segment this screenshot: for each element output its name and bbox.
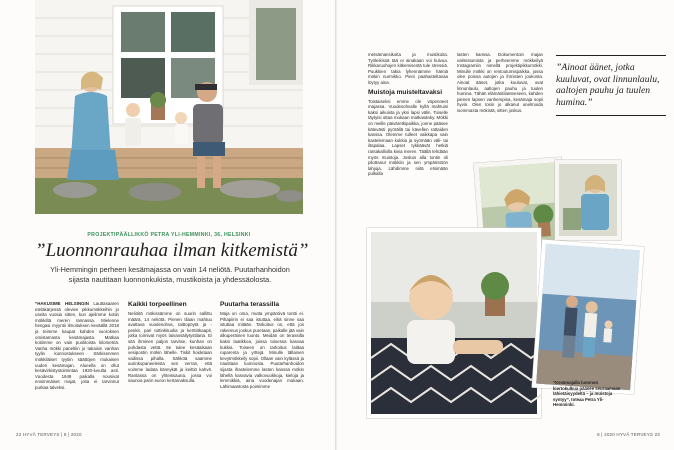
pull-quote-text: ”Ainoat äänet, jotka kuuluvat, ovat linnunlaulu, aaltojen pauhu ja tuulen huminа.” bbox=[556, 62, 660, 108]
right-column-2 bbox=[457, 52, 543, 114]
body-text: lasten kanssa. Dokumentoin majan valmistumista ja perheemme mökkeilyä Instagramiin nimellä projektipikkumökki. Minulle mökki on rentoutumispaikka, jossa olen poissa autojen ja ihmisten joukosta. Ainoat äänet, jotka kuuluvat, ovat linnunlaulu, aaltojen pauhu ja tuulen huminа. Tähän elämäntilanteeseen, kahden pienen lapsen vanhempina, kesämaja sopii hyvin. Olen tosin jo alkanut unelmoida isommasta mökistä, sitten joskus. bbox=[457, 52, 543, 113]
body-text: Maja on oma, mutta ympäröivä tontti ei. Pihapiirin ei saa istuttaa, eikä sinne saa istuttaa mitään. Tarkoitus on, että jos rakennus joskus puretaan, paikalle jää vain alkuperäinen luonto. Meidän on terassilla kaksi laatikkoa, joissa toisessa kasvaa kukkia. Toiseen on tarkoitus laittaa ruparenta ja yrttejä. Minulle tällainen kevytmökkeily sopii. Ollaan vain kylässä ja nautitaan luonnosta. Puutarhanhoidon sijasta ihastelemme lasten kanssa mökin lähellä kasvavia valkovuokkoja, kieloja ja lemmikkiä, aina vuodenajan mukaan. Lähimaastosta poimimme bbox=[220, 311, 304, 389]
photo-family-at-sea bbox=[532, 240, 644, 395]
pull-quote bbox=[556, 55, 666, 116]
right-column-1 bbox=[368, 52, 448, 177]
left-column-2 bbox=[128, 301, 212, 384]
section-heading: Puutarha terassilla bbox=[220, 301, 280, 308]
left-column-3 bbox=[220, 301, 304, 389]
page-folio-right: 8 | 2020 HYVÄ TERVEYS 23 bbox=[597, 432, 660, 437]
photo-caption: ”Kesämajalla luonnon kiertokulkua pääsee seuraamaan lähietäisyydeltä – ja muistoja syntyy”, toteaa Petra Yli-Hemminki. bbox=[553, 380, 621, 408]
article-headline: ”Luonnonrauhaa ilman kitkemistä” bbox=[35, 240, 309, 261]
left-page bbox=[0, 0, 336, 450]
section-heading: Kaikki torpeellinen bbox=[128, 301, 187, 308]
left-column-1 bbox=[35, 301, 119, 391]
body-text: Neliöitä mökissämme on suurin sallittu määrä, 14 neliötä. Pienen tilaan mahtuu avattava vuodesohva, taittopöytä ja -penkit, pari tottinkituolia ja kerttiökaapit, jotka toimivat myös laivansäilytystilana. Ei sitä ihminen paljon tarvitse, kunhan on puhdasta vettä. Se tulee kesäaikaan vesipostin mökin lähelle. Tiskit hoidetaan vadissa pihalla. Sähköä saamme aurinkopaneeleista sen verran, että voimme ladata kännykät ja keittiö kahvit. Rantassa on yhteissauna, jossa voi saunoa parin euron kertamaksulla. bbox=[128, 311, 212, 384]
right-page bbox=[337, 0, 674, 450]
article-lead: Yli-Hemmingin perheen kesämajassa on vain 14 neliötä. Puutarhanhoidon sijasta nautitaan luonnonkukista, mustikoista ja yhdessäolosta. bbox=[50, 265, 290, 284]
page-folio-left: 22 HYVÄ TERVEYS | 8 | 2020 bbox=[16, 432, 82, 437]
body-text: metsämansikoita ja mustikoita. Työleikissä tää ei ainakaan voi kuivua. Rikkaruohojen kitkemisestä tule stressiä. Puukkien takia lyhennämme hämiä mökin nurmikko. Pieni paahasteltavaa löytyy aina. bbox=[368, 52, 448, 85]
photo-woman-sitting bbox=[555, 160, 621, 240]
article-kicker: PROJEKTIPÄÄLLIKKÖ PETRA YLI-HEMMINKI, 36, HELSINKI bbox=[87, 232, 251, 238]
body-text: Toistaiseksi emme ole vöpenneet majassa. Vuodesohvalle kyllä mahtuisi kaksi aikuista ja yksi lapsi välin. Toiselle täytyisi ottaa mukaan matkasänky. Mökki on meille päiväretkipaikka, jonne pääsee kätevästi pyörällä tai kävellen rattaiden kanssa. Olemme tulleet vaikkapa vain kastelemaan kukkia ja syömään väli- tai iltapalaa. Lapset tykkäävät hetkiä rantakalliolla kivia meren. Täällä tehdään myös muistoja. Joskus alla tontin oli pilottanut mökkiin ja sen ympäristöön lahjoja. Lähdimme niitä etsimään pulkalla bbox=[368, 98, 448, 177]
section-heading: Muistoja muisteltavaksi bbox=[368, 88, 443, 96]
hero-photo-family-on-porch bbox=[35, 0, 303, 214]
lead-in-text: ”HAKUSIME HELSINGIN bbox=[35, 301, 89, 306]
body-text: Lauttasaaren eteläkärjessä olevien pikkumökkeihin jo useita vuosia sitten, kun ajelimme kotiin mökkiltä meren rannassa. Mielenne hengasi myyntii ilmoituksen keväällä 2018 ja teimme kaupat kahden vuoroksen omistamasta kesämajasta. Matkaa kotiimme on vain puolitoista kilometriä. Vanha mökki paneltiin jo takaisin vanhan tyylin kunnostukseen Särkisenmen mökkiläiset tyytiin säättöjen mukaisen uuden kesämajan. Alueella on ollut kesävirkistystoimintaa 1920-luvulta asti. Vuodesta 1949 paikalla nousivat ensimmäiset majat, joita ei tarvinnut purkaa talveksi. bbox=[35, 301, 119, 390]
photo-child-on-blanket bbox=[367, 228, 541, 418]
